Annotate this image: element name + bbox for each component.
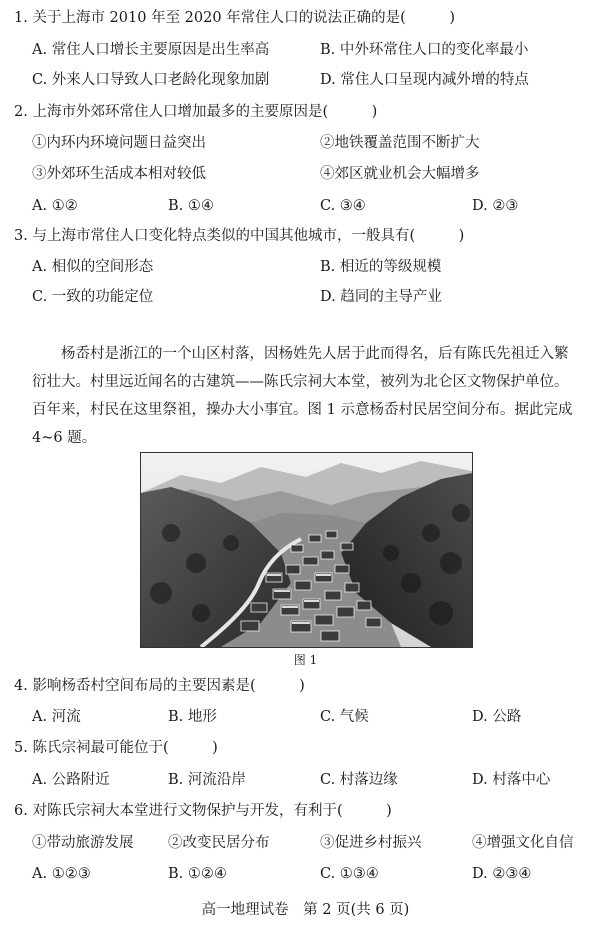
q4-option-a: A. 河流 [32,709,81,725]
q3-option-c: C. 一致的功能定位 [32,289,154,305]
q6-option-c: C. ①③④ [320,866,379,882]
q6-option-d: D. ②③④ [472,866,532,882]
q2-option-a: A. ①② [32,198,78,214]
q6-item-1: ①带动旅游发展 [32,835,134,851]
q2-stem: 2. 上海市外郊环常住人口增加最多的主要原因是( ) [14,104,378,120]
q3-option-d: D. 趋同的主导产业 [320,289,442,305]
q5-option-b: B. 河流沿岸 [168,772,246,788]
q2-option-d: D. ②③ [472,198,519,214]
q2-item-1: ①内环内环境问题日益突出 [32,135,206,151]
q6-item-4: ④增强文化自信 [472,835,574,851]
q5-option-a: A. 公路附近 [32,772,110,788]
village-aerial-photo [140,452,473,648]
q3-option-b: B. 相近的等级规模 [320,259,442,275]
q1-option-a: A. 常住人口增长主要原因是出生率高 [32,42,270,58]
q1-stem: 1. 关于上海市 2010 年至 2020 年常住人口的说法正确的是( ) [14,10,455,26]
q3-stem: 3. 与上海市常住人口变化特点类似的中国其他城市，一般具有( ) [14,228,465,244]
q1-option-d: D. 常住人口呈现内减外增的特点 [320,72,529,88]
q2-item-4: ④郊区就业机会大幅增多 [320,166,480,182]
q4-option-c: C. 气候 [320,709,369,725]
q5-option-d: D. 村落中心 [472,772,551,788]
q1-option-c: C. 外来人口导致人口老龄化现象加剧 [32,72,270,88]
q5-option-c: C. 村落边缘 [320,772,398,788]
q4-stem: 4. 影响杨岙村空间布局的主要因素是( ) [14,678,305,694]
q6-item-2: ②改变民居分布 [168,835,270,851]
q6-item-3: ③促进乡村振兴 [320,835,422,851]
page-footer: 高一地理试卷 第 2 页(共 6 页) [201,902,410,918]
q2-option-b: B. ①④ [168,198,214,214]
q2-item-3: ③外郊环生活成本相对较低 [32,166,206,182]
figure-caption: 图 1 [293,653,318,667]
q6-stem: 6. 对陈氏宗祠大本堂进行文物保护与开发，有利于( ) [14,803,392,819]
q3-option-a: A. 相似的空间形态 [32,259,154,275]
reading-passage: 杨岙村是浙江的一个山区村落，因杨姓先人居于此而得名，后有陈氏先祖迁入繁衍壮大。村里远近闻名的古建筑——陈氏宗祠大本堂，被列为北仑区文物保护单位。百年来，村民在这里祭祖，操办大小事宜。图 1 示意杨岙村民居空间分布。据此完成 4~6 题。 [32,346,573,446]
q6-option-b: B. ①②④ [168,866,227,882]
q4-option-b: B. 地形 [168,709,217,725]
q6-option-a: A. ①②③ [32,866,91,882]
q5-stem: 5. 陈氏宗祠最可能位于( ) [14,740,218,756]
q1-option-b: B. 中外环常住人口的变化率最小 [320,42,529,58]
q4-option-d: D. 公路 [472,709,522,725]
q2-option-c: C. ③④ [320,198,366,214]
q2-item-2: ②地铁覆盖范围不断扩大 [320,135,480,151]
